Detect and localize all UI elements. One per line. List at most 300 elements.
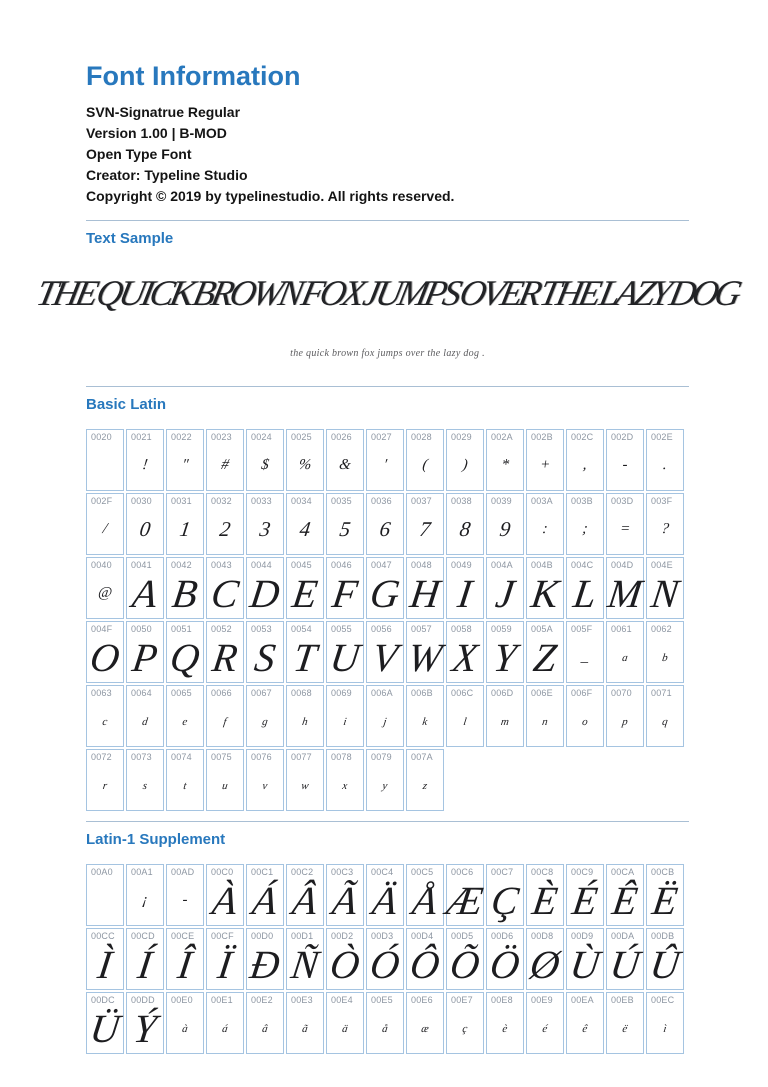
glyph-char: & (338, 456, 353, 473)
glyph-cell-00E7 (446, 992, 484, 1054)
glyph-char: ! (141, 456, 149, 473)
glyph-code: 002E (651, 431, 673, 442)
glyph-char: - (181, 891, 189, 908)
glyph-cell-0075 (206, 749, 244, 811)
glyph-char: E (289, 570, 321, 616)
glyph-cell-0044 (246, 557, 284, 619)
glyph-cell-0066 (206, 685, 244, 747)
glyph-char: Ü (87, 1005, 123, 1051)
glyph-char: å (381, 1022, 389, 1035)
glyph-char: ê (581, 1022, 589, 1035)
glyph-char: % (297, 456, 313, 473)
glyph-char: e (181, 715, 189, 728)
glyph-code: 002A (491, 431, 513, 442)
glyph-cell-0040 (86, 557, 124, 619)
glyph-char: V (369, 634, 401, 680)
glyph-char: i (342, 715, 348, 728)
glyph-char: À (209, 877, 241, 923)
glyph-cell-007A (406, 749, 444, 811)
glyph-cell-00E4 (326, 992, 364, 1054)
glyph-cell-00C9 (566, 864, 604, 926)
section-divider (86, 220, 689, 221)
glyph-char: æ (420, 1022, 430, 1035)
glyph-code: 00C3 (331, 866, 354, 877)
glyph-cell-0079 (366, 749, 404, 811)
glyph-code: 002B (531, 431, 553, 442)
glyph-code: 00D6 (491, 930, 514, 941)
glyph-cell-00CE (166, 928, 204, 990)
glyph-cell-006B (406, 685, 444, 747)
glyph-cell-006A (366, 685, 404, 747)
glyph-code: 00E8 (491, 994, 513, 1005)
glyph-code: 002F (91, 495, 113, 506)
glyph-code: 0031 (171, 495, 192, 506)
glyph-cell-0037 (406, 493, 444, 555)
glyph-code: 00C0 (211, 866, 234, 877)
glyph-code: 00DA (611, 930, 635, 941)
glyph-char: Ú (607, 941, 643, 987)
glyph-char: H (407, 570, 443, 616)
glyph-char: 1 (178, 516, 193, 541)
section-divider (86, 821, 689, 822)
glyph-code: 00CE (171, 930, 195, 941)
glyph-char: é (541, 1022, 549, 1035)
glyph-code: 006E (531, 687, 553, 698)
glyph-code: 0041 (131, 559, 152, 570)
glyph-char: ì (662, 1022, 668, 1035)
glyph-cell-00C3 (326, 864, 364, 926)
glyph-row (86, 992, 684, 1054)
glyph-char: Ê (609, 877, 641, 923)
glyph-code: 00E1 (211, 994, 233, 1005)
page-title: Font Information (86, 61, 301, 91)
glyph-cell-00D8 (526, 928, 564, 990)
glyph-char (84, 878, 126, 923)
glyph-code: 0046 (331, 559, 352, 570)
glyph-code: 00C7 (491, 866, 514, 877)
glyph-char: T (290, 634, 320, 680)
glyph-table-basic-latin (86, 427, 689, 813)
glyph-code: 004A (491, 559, 513, 570)
glyph-grid (84, 427, 686, 813)
glyph-code: 0032 (211, 495, 232, 506)
glyph-char: Á (249, 877, 281, 923)
glyph-cell-00CB (646, 864, 684, 926)
glyph-cell-00E9 (526, 992, 564, 1054)
glyph-code: 00D8 (531, 930, 554, 941)
glyph-cell-0076 (246, 749, 284, 811)
glyph-char: ã (301, 1022, 309, 1035)
glyph-char: B (169, 570, 201, 616)
glyph-code: 0069 (331, 687, 352, 698)
glyph-char: n (541, 715, 549, 728)
glyph-cell-0063 (86, 685, 124, 747)
sample-text-large: THE QUICK BROWN FOX JUMPS OVER THE LAZY DOG (33, 272, 742, 313)
glyph-code: 0043 (211, 559, 232, 570)
glyph-code: 0068 (291, 687, 312, 698)
glyph-cell-0052 (206, 621, 244, 683)
glyph-char: = (618, 520, 632, 537)
glyph-cell-0047 (366, 557, 404, 619)
glyph-char: Z (530, 634, 560, 680)
glyph-code: 0036 (371, 495, 392, 506)
glyph-char: t (182, 779, 188, 792)
glyph-code: 0030 (131, 495, 152, 506)
glyph-char: * (500, 456, 510, 473)
glyph-code: 003F (651, 495, 673, 506)
glyph-code: 0062 (651, 623, 672, 634)
glyph-char: : (541, 520, 549, 537)
glyph-code: 0057 (411, 623, 432, 634)
glyph-char: j (382, 715, 388, 728)
section-heading-latin1-supplement: Latin-1 Supplement (86, 830, 226, 848)
glyph-code: 004C (571, 559, 594, 570)
glyph-cell-00D3 (366, 928, 404, 990)
glyph-cell-0031 (166, 493, 204, 555)
glyph-cell-00DD (126, 992, 164, 1054)
glyph-cell-006F (566, 685, 604, 747)
glyph-code: 002D (611, 431, 634, 442)
glyph-char: Ë (649, 877, 681, 923)
glyph-code: 0039 (491, 495, 512, 506)
glyph-code: 00C1 (251, 866, 274, 877)
glyph-cell-002C (566, 429, 604, 491)
glyph-code: 00D9 (571, 930, 594, 941)
glyph-code: 0052 (211, 623, 232, 634)
glyph-char: C (208, 570, 242, 616)
glyph-cell-0046 (326, 557, 364, 619)
glyph-code: 00E3 (291, 994, 313, 1005)
glyph-code: 00E6 (411, 994, 433, 1005)
glyph-code: 0025 (291, 431, 312, 442)
font-name: SVN-Signatrue Regular (86, 103, 241, 120)
glyph-char: Å (409, 877, 441, 923)
glyph-char: W (405, 634, 445, 680)
glyph-cell-00CF (206, 928, 244, 990)
glyph-char: 2 (218, 516, 233, 541)
glyph-cell-00C1 (246, 864, 284, 926)
glyph-code: 00D2 (331, 930, 354, 941)
glyph-cell-00C0 (206, 864, 244, 926)
glyph-cell-00E1 (206, 992, 244, 1054)
glyph-code: 00D5 (451, 930, 474, 941)
glyph-code: 0042 (171, 559, 192, 570)
glyph-cell-0032 (206, 493, 244, 555)
glyph-code: 0020 (91, 431, 112, 442)
section-heading-basic-latin: Basic Latin (86, 395, 167, 413)
glyph-char: á (221, 1022, 229, 1035)
glyph-cell-0022 (166, 429, 204, 491)
glyph-char: J (493, 570, 518, 616)
glyph-code: 00CB (651, 866, 675, 877)
glyph-code: 006A (371, 687, 393, 698)
glyph-cell-00CD (126, 928, 164, 990)
glyph-cell-00D9 (566, 928, 604, 990)
glyph-code: 0059 (491, 623, 512, 634)
glyph-cell-00E5 (366, 992, 404, 1054)
glyph-code: 00E0 (171, 994, 193, 1005)
glyph-code: 004E (651, 559, 673, 570)
glyph-cell-00D1 (286, 928, 324, 990)
glyph-char: @ (97, 584, 114, 601)
glyph-char: O (87, 634, 123, 680)
glyph-cell-00A1 (126, 864, 164, 926)
glyph-char: w (300, 779, 310, 792)
glyph-cell-0027 (366, 429, 404, 491)
glyph-code: 00CF (211, 930, 234, 941)
glyph-char: 7 (418, 516, 433, 541)
glyph-char: R (209, 634, 241, 680)
glyph-code: 0035 (331, 495, 352, 506)
glyph-char: 4 (298, 516, 313, 541)
glyph-cell-0028 (406, 429, 444, 491)
glyph-char: c (101, 715, 109, 728)
glyph-cell-00C5 (406, 864, 444, 926)
glyph-char: L (570, 570, 600, 616)
glyph-code: 0073 (131, 751, 152, 762)
glyph-char: / (101, 520, 109, 537)
glyph-char: o (581, 715, 589, 728)
glyph-code: 0027 (371, 431, 392, 442)
glyph-code: 00C9 (571, 866, 594, 877)
glyph-char: . (662, 456, 669, 473)
glyph-code: 00CC (91, 930, 115, 941)
glyph-cell-0051 (166, 621, 204, 683)
glyph-code: 0024 (251, 431, 272, 442)
glyph-cell-00C6 (444, 864, 487, 926)
glyph-code: 00C6 (451, 866, 474, 877)
glyph-cell-0065 (166, 685, 204, 747)
glyph-char: Ò (327, 941, 363, 987)
glyph-char: ( (421, 456, 429, 473)
glyph-cell-006D (486, 685, 524, 747)
glyph-cell-00E8 (486, 992, 524, 1054)
glyph-char: s (142, 779, 148, 792)
glyph-char: Ù (567, 941, 603, 987)
glyph-cell-0067 (246, 685, 284, 747)
glyph-cell-0034 (286, 493, 324, 555)
glyph-cell-0074 (166, 749, 204, 811)
glyph-char: K (528, 570, 562, 616)
glyph-code: 00AD (171, 866, 195, 877)
glyph-code: 00E5 (371, 994, 393, 1005)
glyph-char: _ (580, 648, 590, 665)
glyph-cell-00EB (606, 992, 644, 1054)
glyph-row (86, 749, 684, 811)
font-copyright: Copyright © 2019 by typelinestudio. All rights reserved. (86, 187, 455, 204)
glyph-cell-005F (566, 621, 604, 683)
glyph-code: 003D (611, 495, 634, 506)
glyph-char: Ö (487, 941, 523, 987)
glyph-char: u (221, 779, 229, 792)
glyph-code: 00CA (611, 866, 635, 877)
glyph-cell-0041 (126, 557, 164, 619)
glyph-char: p (621, 715, 629, 728)
glyph-code: 00D1 (291, 930, 314, 941)
glyph-table-latin1-supplement (86, 862, 689, 1056)
glyph-cell-0072 (86, 749, 124, 811)
glyph-char: Ç (488, 877, 522, 923)
glyph-code: 00CD (131, 930, 155, 941)
glyph-cell-0073 (126, 749, 164, 811)
glyph-code: 0066 (211, 687, 232, 698)
glyph-code: 0049 (451, 559, 472, 570)
glyph-char: Ä (369, 877, 401, 923)
glyph-char: Ý (130, 1005, 160, 1051)
glyph-cell-0035 (326, 493, 364, 555)
glyph-code: 0023 (211, 431, 232, 442)
glyph-cell-00D4 (406, 928, 444, 990)
glyph-char: ä (341, 1022, 349, 1035)
glyph-cell-00E2 (246, 992, 284, 1054)
glyph-code: 0033 (251, 495, 272, 506)
glyph-code: 00DC (91, 994, 115, 1005)
glyph-char: Û (647, 941, 683, 987)
glyph-cell-00DB (646, 928, 684, 990)
glyph-code: 0040 (91, 559, 112, 570)
glyph-char: ? (660, 520, 670, 537)
glyph-cell-006C (446, 685, 484, 747)
glyph-code: 00E4 (331, 994, 353, 1005)
glyph-code: 006C (451, 687, 474, 698)
glyph-code: 00D0 (251, 930, 274, 941)
glyph-code: 0037 (411, 495, 432, 506)
glyph-char: Ô (407, 941, 443, 987)
glyph-code: 004B (531, 559, 553, 570)
glyph-code: 0053 (251, 623, 272, 634)
glyph-code: 003A (531, 495, 553, 506)
glyph-code: 0058 (451, 623, 472, 634)
glyph-cell-0058 (446, 621, 484, 683)
glyph-code: 00DD (131, 994, 155, 1005)
glyph-char: Â (289, 877, 321, 923)
glyph-cell-0043 (206, 557, 244, 619)
glyph-cell-004A (486, 557, 524, 619)
glyph-char: U (327, 634, 363, 680)
glyph-cell-0070 (606, 685, 644, 747)
glyph-cell-0033 (246, 493, 284, 555)
glyph-code: 00A0 (91, 866, 113, 877)
glyph-char: X (449, 634, 481, 680)
glyph-cell-005A (526, 621, 564, 683)
glyph-cell-0048 (406, 557, 444, 619)
glyph-char: Ã (329, 877, 361, 923)
glyph-cell-002A (486, 429, 524, 491)
glyph-char: G (367, 570, 403, 616)
glyph-row (86, 621, 684, 683)
section-divider (86, 386, 689, 387)
glyph-cell-0068 (286, 685, 324, 747)
glyph-code: 00D3 (371, 930, 394, 941)
section-heading-text-sample: Text Sample (86, 229, 174, 247)
glyph-code: 0064 (131, 687, 152, 698)
glyph-char: g (261, 715, 269, 728)
glyph-char: , (582, 456, 589, 473)
glyph-cell-002D (606, 429, 644, 491)
glyph-grid (84, 862, 686, 1056)
glyph-code: 004D (611, 559, 634, 570)
glyph-cell-00D0 (246, 928, 284, 990)
glyph-code: 0074 (171, 751, 192, 762)
glyph-code: 0045 (291, 559, 312, 570)
glyph-char: Æ (444, 877, 487, 923)
glyph-code: 006F (571, 687, 593, 698)
glyph-cell-002F (86, 493, 124, 555)
glyph-code: 00D4 (411, 930, 434, 941)
glyph-char: # (220, 456, 230, 473)
glyph-code: 006B (411, 687, 433, 698)
glyph-code: 0050 (131, 623, 152, 634)
glyph-cell-004D (606, 557, 644, 619)
glyph-char: 0 (138, 516, 153, 541)
glyph-code: 0071 (651, 687, 672, 698)
glyph-char: q (661, 715, 669, 728)
glyph-code: 0047 (371, 559, 392, 570)
glyph-char: ë (621, 1022, 629, 1035)
glyph-cell-0030 (126, 493, 164, 555)
glyph-code: 002C (571, 431, 594, 442)
glyph-cell-0062 (646, 621, 684, 683)
glyph-char: a (621, 651, 629, 664)
glyph-row (86, 928, 684, 990)
glyph-cell-0059 (486, 621, 524, 683)
glyph-char: 9 (498, 516, 513, 541)
glyph-char: Ì (95, 941, 115, 987)
glyph-code: 0044 (251, 559, 272, 570)
glyph-char: Í (135, 941, 155, 987)
glyph-char: ' (382, 456, 388, 473)
glyph-char: Ï (215, 941, 235, 987)
glyph-char: + (538, 456, 552, 473)
glyph-cell-0049 (446, 557, 484, 619)
glyph-char: d (141, 715, 149, 728)
glyph-cell-00D2 (326, 928, 364, 990)
glyph-cell-0042 (166, 557, 204, 619)
glyph-cell-003F (646, 493, 684, 555)
glyph-code: 0055 (331, 623, 352, 634)
glyph-code: 0034 (291, 495, 312, 506)
glyph-cell-00D5 (446, 928, 484, 990)
glyph-cell-0069 (326, 685, 364, 747)
glyph-code: 0072 (91, 751, 112, 762)
glyph-char: P (129, 634, 161, 680)
glyph-cell-00C7 (486, 864, 524, 926)
glyph-char: - (621, 456, 629, 473)
glyph-code: 0070 (611, 687, 632, 698)
glyph-char: " (180, 456, 190, 473)
font-creator: Creator: Typeline Studio (86, 166, 248, 183)
glyph-code: 0056 (371, 623, 392, 634)
glyph-code: 0075 (211, 751, 232, 762)
glyph-code: 0026 (331, 431, 352, 442)
glyph-cell-00CC (86, 928, 124, 990)
glyph-code: 0078 (331, 751, 352, 762)
glyph-cell-00EC (646, 992, 684, 1054)
glyph-cell-0077 (286, 749, 324, 811)
glyph-cell-00E6 (406, 992, 444, 1054)
glyph-char: y (381, 779, 389, 792)
glyph-cell-00C8 (526, 864, 564, 926)
glyph-char (84, 443, 126, 488)
glyph-char: x (341, 779, 349, 792)
glyph-code: 00EC (651, 994, 675, 1005)
font-type: Open Type Font (86, 145, 192, 162)
glyph-char: Ó (367, 941, 403, 987)
glyph-cell-003D (606, 493, 644, 555)
glyph-code: 0028 (411, 431, 432, 442)
glyph-char: Î (175, 941, 195, 987)
glyph-char: ) (461, 456, 469, 473)
